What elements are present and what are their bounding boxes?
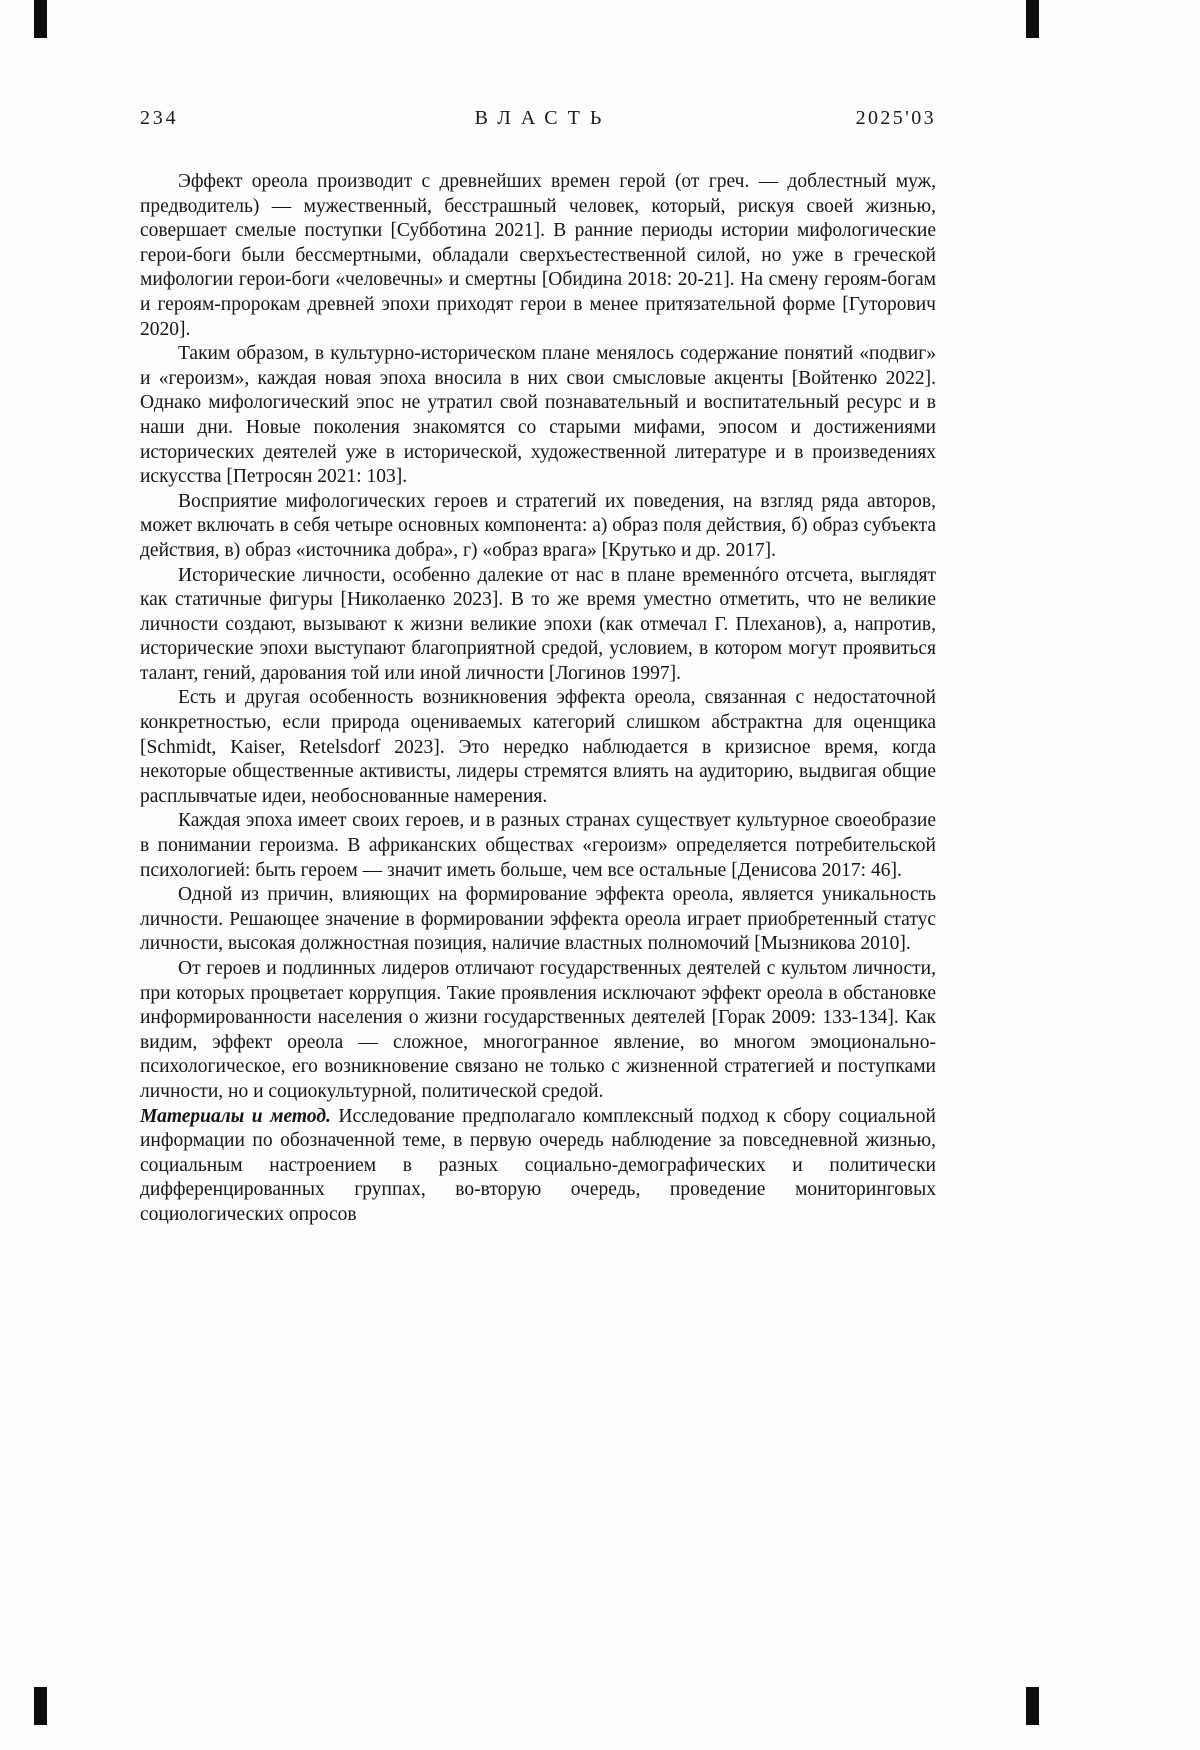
paragraph: Таким образом, в культурно-историческом плане менялось содержание понятий «подвиг» и «героизм», каждая новая эпоха вносила в них свои смысловые акценты [Войтенко 2022]. Однако мифологический эпос не утратил свой познавательный и воспитательный ресурс и в наши дни. Новые поколения знакомятся со старыми мифами, эпосом и достижениями исторических деятелей уже в исторической, художественной литературе и в произведениях искусства [Петросян 2021: 103]. [140,343,936,488]
paragraph: Эффект ореола производит с древнейших времен герой (от греч. — доблестный муж, предводитель) — мужественный, бесстрашный человек, который, рискуя своей жизнью, совершает смелые поступки [Субботина 2021]. В ранние периоды истории мифологические герои-боги были бессмертными, обладали сверхъестественной силой, но уже в греческой мифологии герои-боги «человечны» и смертны [Обидина 2018: 20-21]. На смену героям-богам и героям-пророкам древней эпохи приходят герои в менее притязательной форме [Гуторович 2020]. [140,171,936,340]
running-header [140,106,936,130]
paragraph: Одной из причин, влияющих на формирование эффекта ореола, является уникальность личности. Решающее значение в формировании эффекта ореола играет приобретенный статус личности, высокая должностная позиция, наличие властных полномочий [Мызникова 2010]. [140,884,936,955]
article-body [140,170,936,1228]
crop-mark-bottom-right [1026,1687,1039,1725]
paragraph: Каждая эпоха имеет своих героев, и в разных странах существует культурное своеобразие в понимании героизма. В африканских обществах «героизм» определяется потребительской психологией: быть героем — значит иметь больше, чем все остальные [Денисова 2017: 46]. [140,810,936,881]
paragraph: Восприятие мифологических героев и стратегий их поведения, на взгляд ряда авторов, может включать в себя четыре основных компонента: а) образ поля действия, б) образ субъекта действия, в) образ «источника добра», г) «образ врага» [Крутько и др. 2017]. [140,490,936,561]
paragraph: От героев и подлинных лидеров отличают государственных деятелей с культом личности, при которых процветает коррупция. Такие проявления исключают эффект ореола в обстановке информированности населения о жизни государственных деятелей [Горак 2009: 133-134]. Как видим, эффект ореола — сложное, многогранное явление, во многом эмоционально-психологическое, его возникновение связано не только с жизненной стратегией и поступками личности, но и социокультурной, политической средой. [140,958,936,1102]
paragraph: Исторические личности, особенно далекие от нас в плане временнóго отсчета, выглядят как статичные фигуры [Николаенко 2023]. В то же время уместно отметить, что не великие личности создают, вызывают к жизни великие эпохи (как отмечал Г. Плеханов), а, напротив, исторические эпохи выступают благоприятной средой, условием, в котором могут проявиться талант, гений, дарования той или иной личности [Логинов 1997]. [140,564,936,684]
crop-mark-bottom-left [34,1687,47,1725]
page-number: 234 [140,107,179,129]
issue-number: 2025'03 [855,107,936,129]
crop-mark-top-right [1026,0,1039,38]
paragraph: Материалы и метод. Исследование предполагало комплексный подход к сбору социальной информации по обозначенной теме, в первую очередь наблюдение за повседневной жизнью, социальным настроением в разных социально-демографических и политически дифференцированных группах, во-вторую очередь, проведение мониторинговых социологических опросов [140,1105,936,1225]
page-content [140,106,936,1228]
journal-title: ВЛАСТЬ [474,107,612,129]
paragraph-lead: Материалы и метод. [140,1105,339,1127]
crop-mark-top-left [34,0,47,38]
paragraph: Есть и другая особенность возникновения эффекта ореола, связанная с недостаточной конкретностью, если природа оцениваемых категорий слишком абстрактна для оценщика [Schmidt, Kaiser, Retelsdorf 2023]. Это нередко наблюдается в кризисное время, когда некоторые общественные активисты, лидеры стремятся влиять на аудиторию, выдвигая общие расплывчатые идеи, необоснованные намерения. [140,687,936,807]
